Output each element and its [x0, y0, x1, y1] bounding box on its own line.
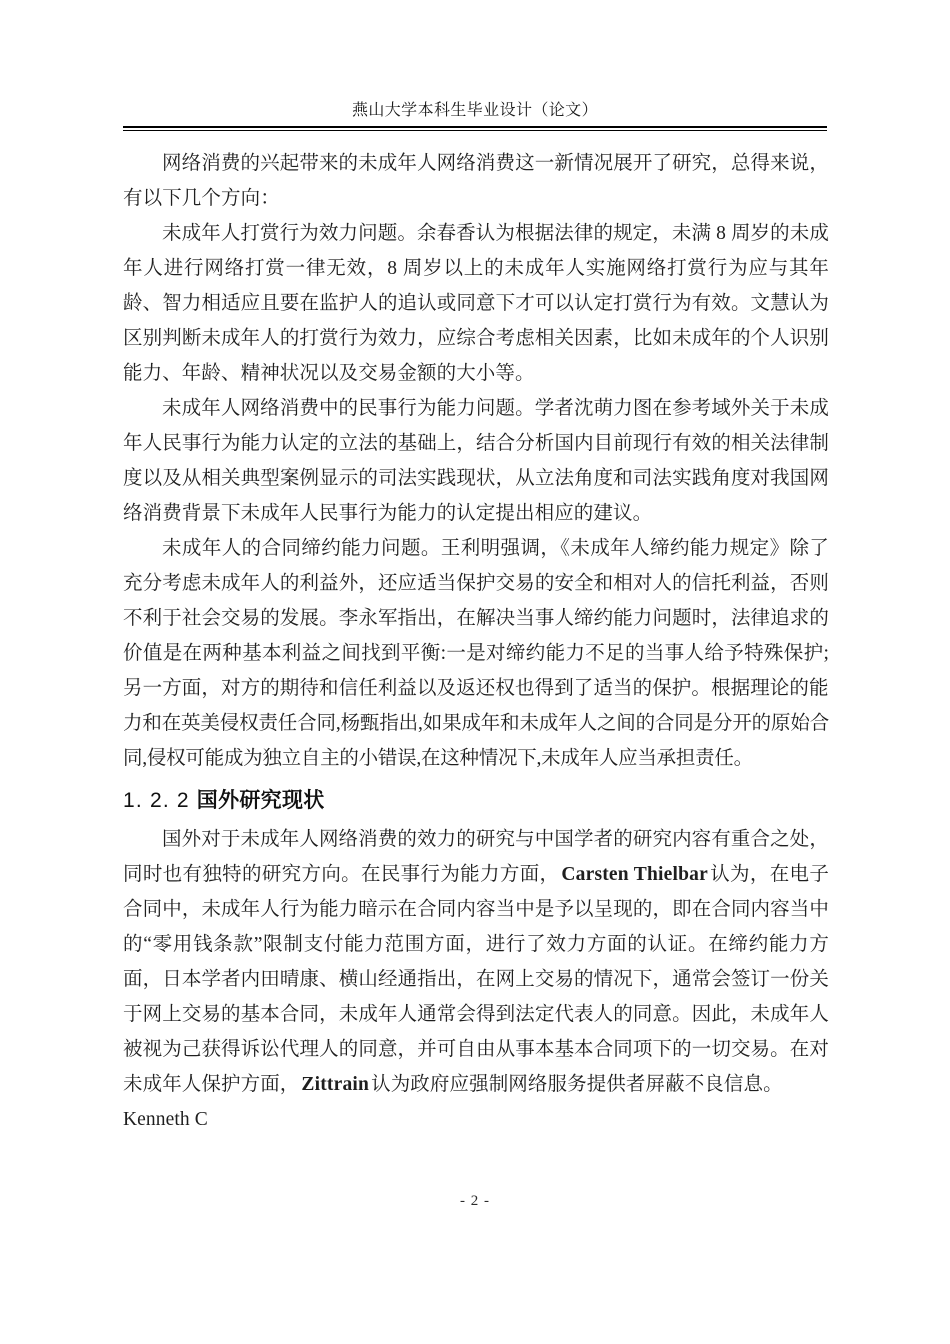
section-heading-number: 1. 2. 2 — [123, 789, 190, 812]
running-header — [123, 100, 827, 131]
foreign-research-tail-text: 认为政府应强制网络服务提供者屏蔽不良信息。 — [371, 1074, 783, 1095]
foreign-research-text-after: 认为，在电子合同中，未成年人行为能力暗示在合同内容当中是予以呈现的，即在合同内容当中的“零用钱条款”限制支付能力范围方面，进行了效力方面的认证。在缔约能力方面，日本学者内田晴康、横山经通指出，在网上交易的情况下，通常会签订一份关于网上交易的基本合同，未成年人通常会得到法定代表人的同意。因此，未成年人被视为己获得诉讼代理人的同意，并可自由从事本基本合同项下的一切交易。在对未成年人保护方面， — [123, 864, 829, 1095]
section-heading-1-2-2 — [123, 782, 829, 820]
scholar-name-zittrain: Zittrain — [301, 1074, 370, 1095]
paragraph-foreign-research — [123, 822, 829, 1102]
page-number: - 2 - — [460, 1193, 490, 1209]
paragraph-intro: 网络消费的兴起带来的未成年人网络消费这一新情况展开了研究，总得来说，有以下几个方向： — [123, 153, 829, 209]
paragraph-reward-validity: 未成年人打赏行为效力问题。余春香认为根据法律的规定，未满 8 周岁的未成年人进行网络打赏一律无效，8 周岁以上的未成年人实施网络打赏行为应与其年龄、智力相适应且要在监护人的追认或同意下才可以认定打赏行为有效。文慧认为区别判断未成年人的打赏行为效力，应综合考虑相关因素，比如未成年的个人识别能力、年龄、精神状况以及交易金额的大小等。 — [123, 223, 829, 384]
document-body — [123, 146, 829, 1137]
header-title: 燕山大学本科生毕业设计（论文） — [351, 102, 598, 119]
scholar-name-kenneth-c: Kenneth C — [123, 1109, 208, 1130]
trailing-latin-line — [123, 1102, 829, 1137]
page-footer — [0, 1192, 950, 1210]
paragraph-civil-capacity: 未成年人网络消费中的民事行为能力问题。学者沈萌力图在参考域外关于未成年人民事行为能力认定的立法的基础上，结合分析国内目前现行有效的相关法律制度以及从相关典型案例显示的司法实践现状，从立法角度和司法实践角度对我国网络消费背景下未成年人民事行为能力的认定提出相应的建议。 — [123, 398, 829, 524]
scholar-name-carsten-thielbar: Carsten Thielbar — [561, 864, 708, 885]
paragraph-contracting-capacity-cont: 力和在英美侵权责任合同,杨甄指出,如果成年和未成年人之间的合同是分开的原始合同,侵权可能成为独立自主的小错误,在这种情况下,未成年人应当承担责任。 — [123, 713, 829, 769]
foreign-research-text-before: 国外对于未成年人网络消费的效力的研究与中国学者的研究内容有重合之处，同时也有独特的研究方向。在民事行为能力方面， — [123, 829, 829, 885]
paragraph-contracting-capacity: 未成年人的合同缔约能力问题。王利明强调，《未成年人缔约能力规定》除了充分考虑未成年人的利益外，还应适当保护交易的安全和相对人的信托利益，否则不利于社会交易的发展。李永军指出，在解决当事人缔约能力问题时，法律追求的价值是在两种基本利益之间找到平衡:一是对缔约能力不足的当事人给予特殊保护;另一方面，对方的期待和信任利益以及返还权也得到了适当的保护。根据理论的能 — [123, 538, 829, 699]
section-heading-title: 国外研究现状 — [196, 789, 325, 812]
header-double-rule — [123, 126, 827, 131]
